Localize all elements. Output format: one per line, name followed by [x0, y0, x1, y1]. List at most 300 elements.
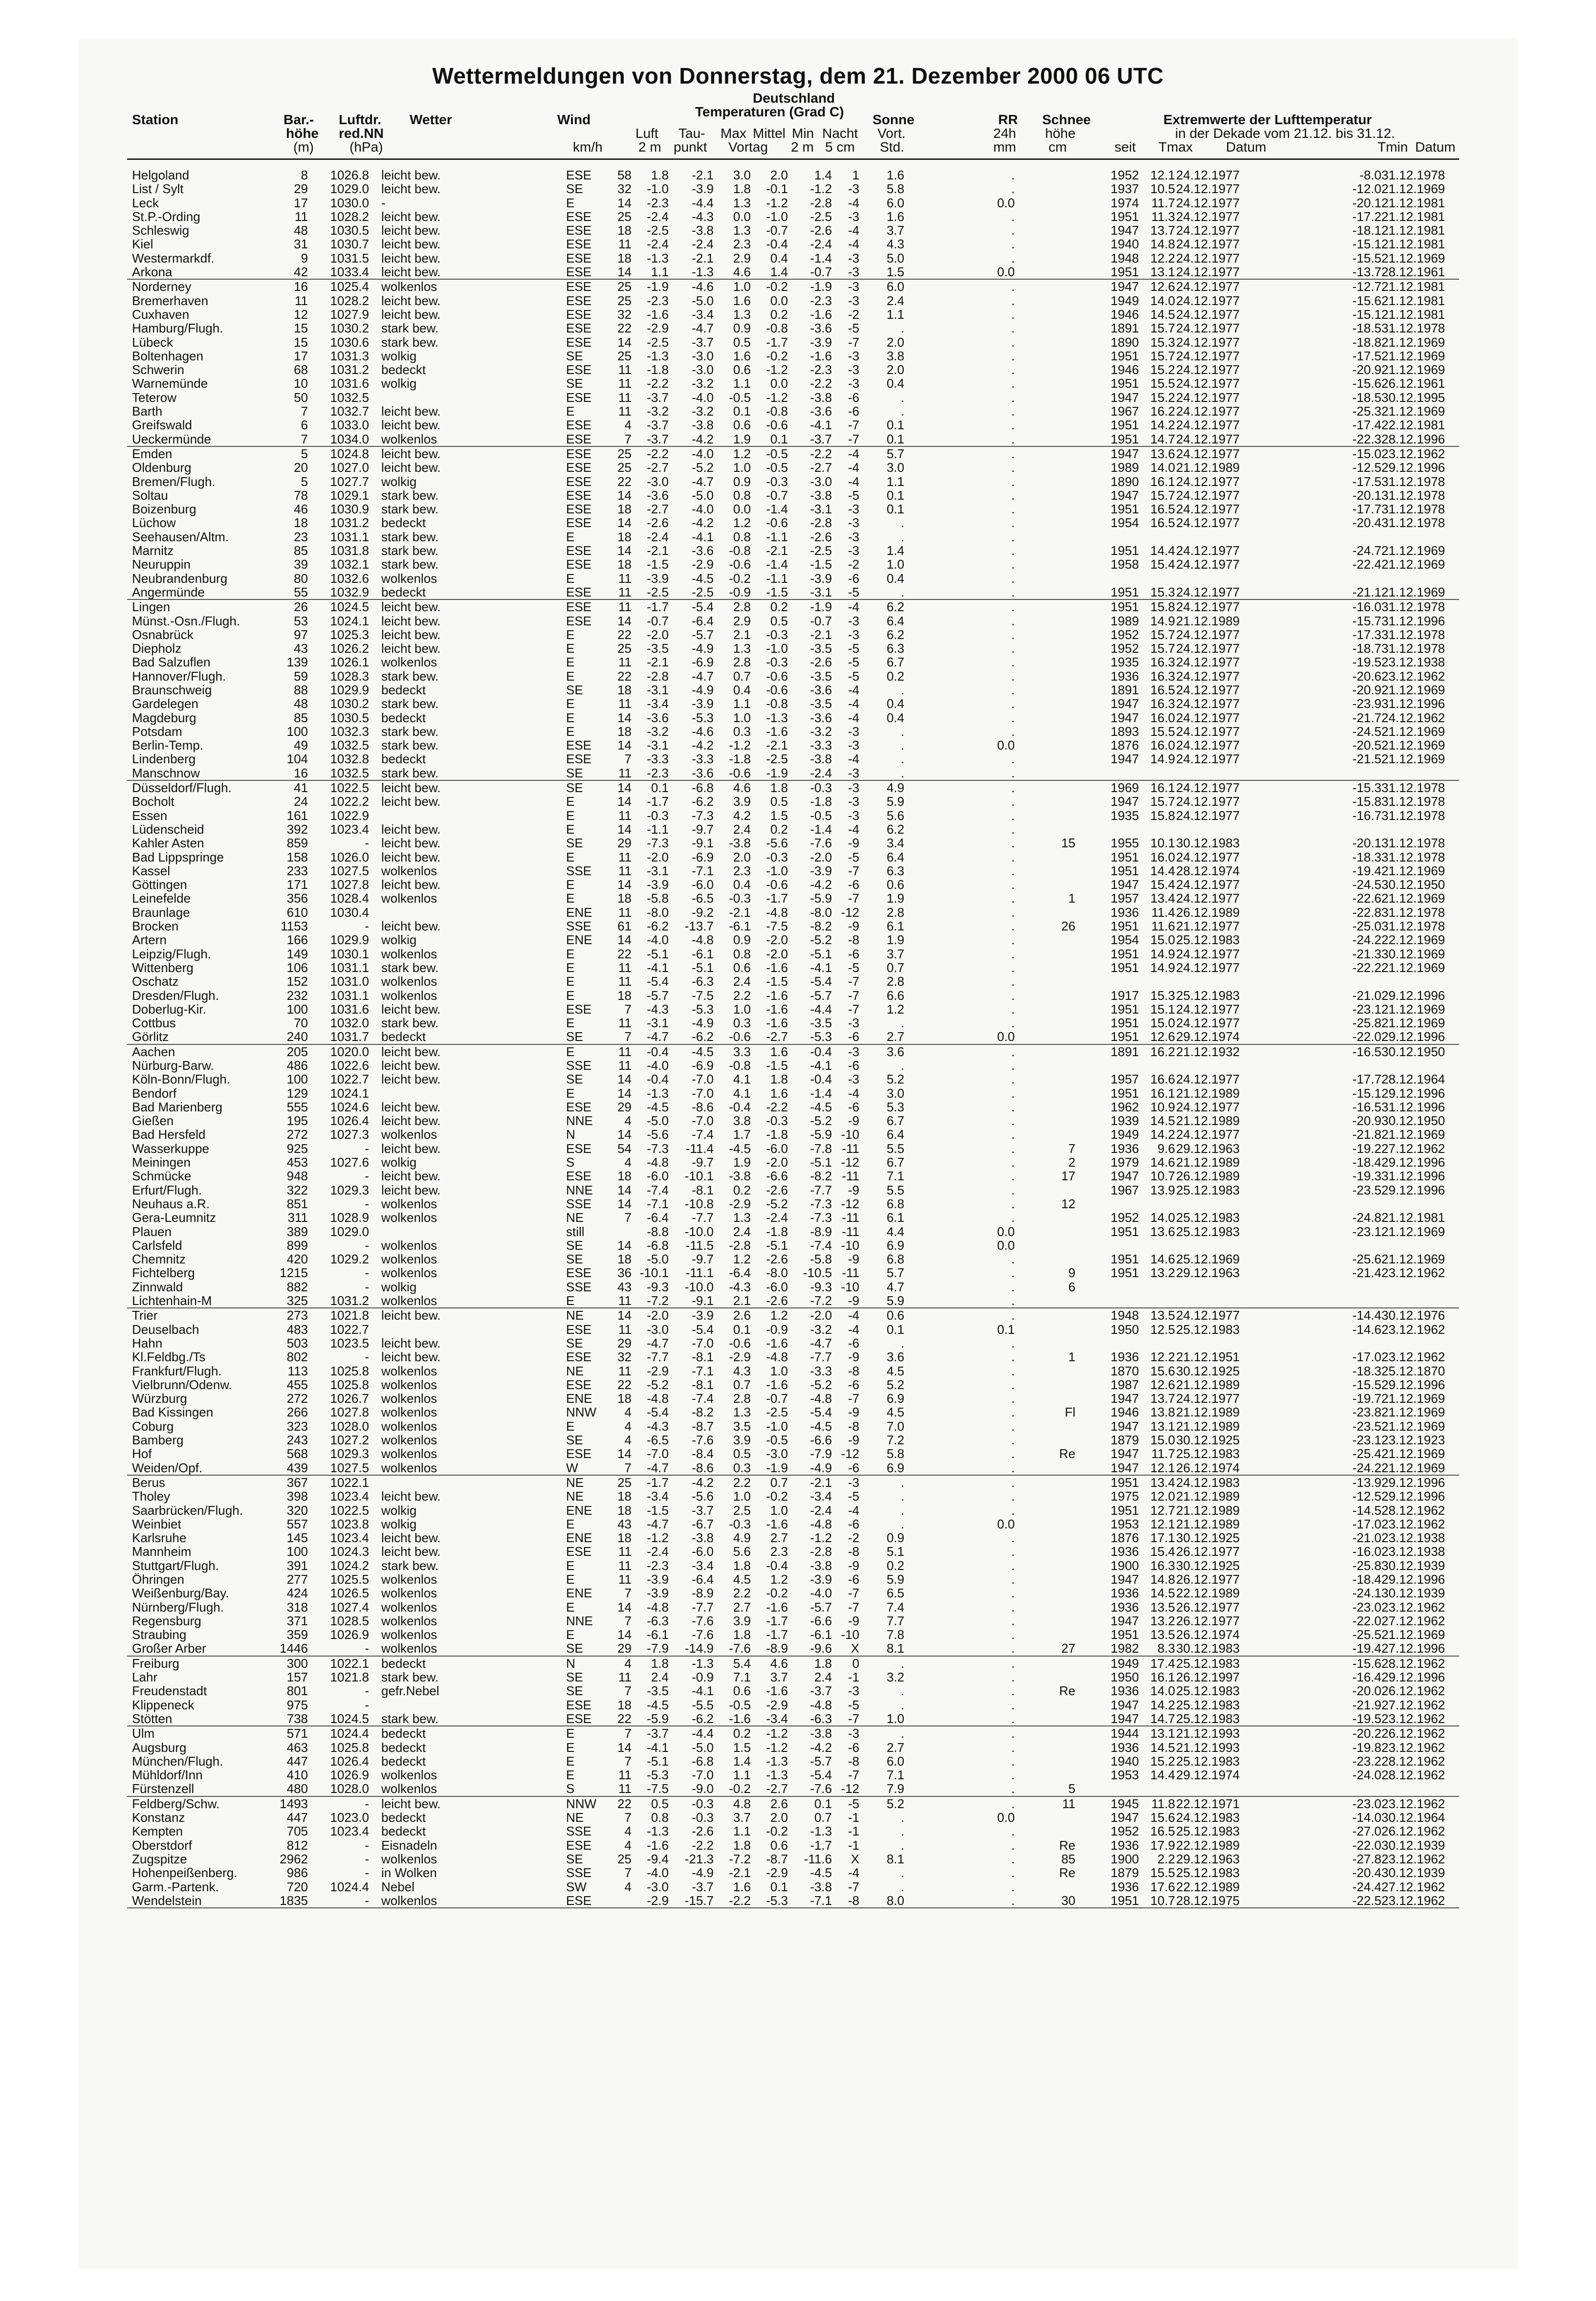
cell-station: Fichtelberg	[132, 1265, 195, 1281]
cell-station: Bad Hersfeld	[132, 1127, 206, 1142]
cell-temp-air: -6.2	[647, 919, 669, 934]
col-nacht-header-2: 5 cm	[825, 139, 855, 155]
cell-temp-mean: -2.5	[766, 752, 788, 767]
table-row	[127, 1838, 1459, 1852]
cell-temp-min: -7.7	[810, 1350, 832, 1365]
cell-pressure: 1033.4	[330, 265, 369, 280]
cell-tmax-date: 26.12.1977	[1176, 1544, 1240, 1559]
cell-tmin-date: 23.12.1962	[1381, 1516, 1445, 1531]
cell-dewpoint: -5.0	[692, 1740, 714, 1755]
cell-weather: wolkenlos	[381, 1391, 437, 1406]
cell-temp-night: -7	[848, 1711, 859, 1726]
cell-precip: .	[1011, 1781, 1015, 1796]
cell-sunshine: 0.4	[886, 710, 904, 725]
col-min-header-1: Min	[792, 126, 814, 141]
cell-temp-min: -4.4	[810, 1001, 832, 1017]
cell-temp-night: -9	[848, 1252, 859, 1267]
cell-temp-night: -4	[848, 195, 859, 210]
cell-elevation: 266	[286, 1405, 308, 1420]
cell-since-year: 1947	[1111, 696, 1139, 711]
cell-tmin-date: 29.12.1996	[1381, 1571, 1445, 1587]
cell-temp-min: -4.2	[810, 1740, 832, 1755]
cell-since-year: 1876	[1111, 738, 1139, 753]
cell-since-year: 1952	[1111, 168, 1139, 182]
cell-temp-max: 0.7	[733, 1377, 751, 1392]
cell-temp-air: -1.5	[647, 1503, 669, 1518]
cell-elevation: 113	[287, 1363, 308, 1378]
cell-pressure: 1029.3	[330, 1182, 369, 1197]
cell-elevation: 145	[286, 1530, 308, 1546]
cell-pressure: 1025.8	[330, 1740, 369, 1755]
cell-wind-dir: E	[566, 821, 575, 837]
cell-pressure: -	[365, 836, 369, 851]
cell-dewpoint: -7.6	[692, 1613, 714, 1628]
cell-wind-dir: SE	[566, 1433, 583, 1448]
cell-sunshine: 5.7	[886, 446, 904, 461]
cell-wind-dir: ESE	[566, 1169, 592, 1184]
cell-sunshine: 4.9	[886, 780, 904, 796]
cell-tmin-date: 21.12.1969	[1381, 1405, 1445, 1420]
cell-wind-speed: 29	[617, 836, 632, 851]
cell-tmax: 13.1	[1150, 1418, 1175, 1434]
cell-temp-min: -0.7	[810, 265, 832, 280]
cell-temp-night: -1	[848, 1670, 859, 1685]
cell-elevation: 97	[294, 627, 308, 642]
cell-since-year: 1940	[1111, 1753, 1139, 1769]
cell-station: Schmücke	[132, 1169, 192, 1184]
cell-since-year: 1974	[1111, 195, 1139, 210]
cell-temp-night: -11	[842, 1265, 859, 1281]
cell-tmax-date: 28.12.1974	[1176, 863, 1240, 878]
table-row	[127, 1866, 1459, 1880]
cell-elevation: 16	[294, 279, 308, 294]
cell-tmax-date: 21.12.1989	[1176, 613, 1240, 628]
cell-temp-max: 4.9	[733, 1530, 751, 1546]
cell-dewpoint: -5.5	[692, 1697, 714, 1712]
cell-precip: .	[1011, 905, 1015, 920]
cell-since-year: 1946	[1111, 307, 1139, 322]
cell-temp-air: -2.2	[647, 446, 669, 461]
cell-temp-max: 0.9	[733, 321, 751, 336]
cell-wind-dir: SE	[566, 836, 583, 851]
cell-temp-night: -3	[848, 293, 859, 308]
cell-temp-air: -2.5	[647, 223, 669, 238]
cell-temp-air: 0.8	[651, 1810, 669, 1825]
cell-tmin-date: 28.12.1964	[1381, 1072, 1445, 1087]
cell-since-year: 1951	[1111, 1503, 1139, 1518]
cell-elevation: 9	[301, 250, 308, 266]
table-row	[127, 1476, 1459, 1489]
cell-pressure: 1025.8	[330, 1363, 369, 1378]
cell-temp-min: -3.7	[810, 1683, 832, 1699]
cell-temp-night: -1	[848, 1810, 859, 1825]
cell-dewpoint: -4.4	[692, 195, 714, 210]
cell-dewpoint: -7.7	[692, 1599, 714, 1615]
cell-precip: .	[1011, 1196, 1015, 1211]
table-row	[127, 1239, 1459, 1252]
cell-tmin: -24.2	[1352, 1460, 1381, 1475]
cell-tmin-date: 23.12.1923	[1381, 1433, 1445, 1448]
cell-temp-night: -9	[848, 1433, 859, 1448]
cell-precip: .	[1011, 1308, 1015, 1323]
cell-dewpoint: -6.3	[692, 974, 714, 989]
cell-weather: leicht bew.	[381, 181, 441, 197]
cell-tmax: 15.7	[1150, 794, 1175, 809]
cell-dewpoint: -7.6	[692, 1433, 714, 1448]
cell-sunshine: 8.1	[886, 1641, 904, 1656]
cell-temp-mean: -1.1	[766, 571, 788, 586]
cell-elevation: 420	[286, 1252, 308, 1267]
cell-tmin: -23.5	[1352, 1418, 1381, 1434]
cell-temp-max: 3.8	[733, 1113, 751, 1128]
cell-wind-speed: 18	[617, 891, 632, 906]
cell-tmin-date: 31.12.1978	[1381, 321, 1445, 336]
cell-temp-min: -4.5	[810, 1099, 832, 1114]
cell-since-year: 1947	[1111, 1711, 1139, 1726]
cell-weather: wolkenlos	[381, 1377, 437, 1392]
cell-temp-air: -1.1	[647, 821, 669, 837]
cell-precip: .	[1011, 710, 1015, 725]
cell-tmax-date: 26.12.1997	[1176, 1670, 1240, 1685]
cell-temp-air: -6.5	[647, 1433, 669, 1448]
cell-temp-max: 0.5	[733, 334, 751, 350]
cell-elevation: 1153	[281, 919, 308, 934]
cell-tmax: 10.7	[1150, 1893, 1175, 1908]
cell-elevation: 15	[294, 321, 308, 336]
cell-station: Dresden/Flugh.	[132, 988, 219, 1003]
cell-pressure: 1030.5	[330, 710, 369, 725]
cell-wind-dir: E	[566, 1571, 575, 1587]
cell-tmax: 16.3	[1150, 1558, 1175, 1573]
cell-wind-speed: 14	[617, 265, 632, 280]
cell-temp-night: -6	[848, 946, 859, 961]
cell-wind-dir: SE	[566, 348, 583, 363]
cell-station: Teterow	[132, 390, 177, 405]
cell-dewpoint: -4.1	[692, 529, 714, 544]
cell-temp-mean: -4.8	[766, 905, 788, 920]
cell-sunshine: 2.4	[886, 293, 904, 308]
cell-station: Augsburg	[132, 1740, 187, 1755]
cell-weather: leicht bew.	[381, 1335, 441, 1350]
cell-elevation: 738	[286, 1711, 308, 1726]
cell-sunshine: 3.7	[886, 946, 904, 961]
cell-weather: wolkenlos	[381, 1405, 437, 1420]
cell-tmax-date: 25.12.1983	[1176, 1446, 1240, 1461]
cell-station: Lübeck	[132, 334, 173, 350]
cell-pressure: 1030.4	[330, 905, 369, 920]
cell-sunshine: .	[900, 390, 904, 405]
cell-tmin: -18.3	[1352, 849, 1381, 864]
cell-wind-speed: 14	[617, 794, 632, 809]
cell-temp-max: -1.8	[729, 752, 751, 767]
cell-wind-speed: 4	[624, 1433, 632, 1448]
cell-tmax-date: 24.12.1977	[1176, 1001, 1240, 1017]
cell-precip: .	[1011, 418, 1015, 433]
cell-weather: wolkenlos	[381, 1363, 437, 1378]
cell-temp-max: -0.6	[729, 1029, 751, 1044]
cell-temp-mean: -1.6	[766, 1516, 788, 1531]
cell-elevation: 311	[287, 1210, 308, 1225]
cell-temp-air: -7.3	[647, 836, 669, 851]
cell-dewpoint: -2.5	[692, 584, 714, 599]
cell-sunshine: .	[900, 1726, 904, 1741]
table-row	[127, 557, 1459, 571]
cell-temp-max: 2.2	[733, 1586, 751, 1601]
cell-temp-air: -3.6	[647, 710, 669, 725]
cell-elevation: 129	[286, 1085, 308, 1101]
cell-tmax: 17.6	[1150, 1879, 1175, 1894]
cell-temp-mean: 0.4	[770, 250, 788, 266]
table-row	[127, 795, 1459, 808]
cell-precip: .	[1011, 1363, 1015, 1378]
cell-temp-night: -8	[848, 932, 859, 948]
cell-tmin: -24.1	[1352, 1586, 1381, 1601]
cell-sunshine: 6.7	[886, 655, 904, 670]
cell-temp-max: 1.2	[733, 515, 751, 531]
cell-tmin-date: 21.12.1981	[1381, 223, 1445, 238]
cell-wind-speed: 14	[617, 1446, 632, 1461]
cell-dewpoint: -5.0	[692, 293, 714, 308]
cell-temp-min: -5.8	[810, 1252, 832, 1267]
cell-tmin-date: 21.12.1969	[1381, 557, 1445, 572]
cell-tmin-date: 21.12.1969	[1381, 1418, 1445, 1434]
cell-temp-night: -9	[848, 919, 859, 934]
cell-tmin-date: 25.12.1870	[1381, 1363, 1445, 1378]
cell-wind-speed: 11	[618, 1544, 632, 1559]
cell-station: Norderney	[132, 279, 192, 294]
cell-station: Lichtenhain-M	[132, 1293, 212, 1308]
cell-weather: wolkenlos	[381, 863, 437, 878]
cell-tmin: -22.0	[1352, 1613, 1381, 1628]
cell-temp-min: -5.4	[810, 974, 832, 989]
cell-tmin-date: 30.12.1939	[1381, 1558, 1445, 1573]
cell-dewpoint: -9.7	[692, 821, 714, 837]
cell-pressure: 1026.9	[330, 1768, 369, 1783]
cell-temp-night: -2	[848, 307, 859, 322]
cell-wind-speed: 4	[624, 1155, 632, 1170]
cell-temp-mean: 2.0	[770, 1810, 788, 1825]
cell-weather: wolkenlos	[381, 1571, 437, 1587]
cell-temp-night: -6	[848, 571, 859, 586]
cell-wind-dir: NNE	[566, 1113, 593, 1128]
cell-temp-air: -7.9	[647, 1641, 669, 1656]
cell-since-year: 1947	[1111, 1613, 1139, 1628]
cell-tmax-date: 24.12.1977	[1176, 404, 1240, 419]
col-tmin-date-header: Datum	[1415, 139, 1456, 155]
cell-wind-dir: SSE	[566, 919, 592, 934]
cell-station: Bamberg	[132, 1433, 184, 1448]
cell-temp-mean: -1.0	[766, 1418, 788, 1434]
cell-snow: Re	[1059, 1865, 1075, 1881]
cell-wind-speed: 14	[617, 515, 632, 531]
cell-dewpoint: -2.6	[692, 1824, 714, 1839]
cell-sunshine: .	[900, 1475, 904, 1490]
cell-precip: .	[1011, 446, 1015, 461]
cell-temp-min: -2.4	[810, 1503, 832, 1518]
cell-wind-speed: 11	[618, 1558, 632, 1573]
cell-tmin-date: 23.12.1962	[1381, 1796, 1445, 1811]
table-row	[127, 711, 1459, 725]
table-row	[127, 1670, 1459, 1684]
cell-tmin-date: 29.12.1996	[1381, 1155, 1445, 1170]
cell-weather: wolkenlos	[381, 1893, 437, 1908]
cell-wind-speed: 4	[624, 1879, 632, 1894]
cell-weather: leicht bew.	[381, 1182, 441, 1197]
cell-tmin: -20.6	[1352, 668, 1381, 684]
table-row	[127, 1559, 1459, 1572]
cell-precip: .	[1011, 362, 1015, 377]
cell-elevation: 455	[286, 1377, 308, 1392]
cell-wind-dir: E	[566, 849, 575, 864]
cell-tmin-date: 23.12.1962	[1381, 1711, 1445, 1726]
cell-sunshine: 6.4	[886, 613, 904, 628]
cell-since-year: 1947	[1111, 710, 1139, 725]
cell-station: Freiburg	[132, 1656, 179, 1671]
cell-precip: .	[1011, 584, 1015, 599]
cell-temp-max: 4.6	[733, 265, 751, 280]
cell-temp-air: -4.0	[647, 1058, 669, 1073]
cell-station: Boltenhagen	[132, 348, 204, 363]
cell-tmin-date: 23.12.1962	[1381, 668, 1445, 684]
cell-temp-min: -4.8	[810, 1391, 832, 1406]
cell-temp-mean: 1.5	[770, 808, 788, 823]
cell-temp-mean: -1.2	[766, 390, 788, 405]
col-luftdr-header-2: red.NN	[339, 126, 384, 141]
cell-dewpoint: -4.7	[692, 668, 714, 684]
cell-temp-mean: -1.3	[766, 1753, 788, 1769]
page-title: Wettermeldungen von Donnerstag, dem 21. Dezember 2000 06 UTC	[432, 63, 1164, 88]
cell-elevation: 11	[295, 209, 308, 224]
cell-wind-dir: ESE	[566, 1893, 592, 1908]
cell-tmax: 13.5	[1150, 1599, 1175, 1615]
cell-tmax: 12.7	[1150, 1503, 1175, 1518]
cell-wind-speed: 14	[617, 334, 632, 350]
table-row	[127, 1545, 1459, 1558]
cell-wind-dir: S	[566, 1781, 575, 1796]
table-row	[127, 725, 1459, 738]
cell-weather: leicht bew.	[381, 446, 441, 461]
cell-temp-air: -0.4	[647, 1072, 669, 1087]
cell-precip: .	[1011, 1697, 1015, 1712]
cell-tmax: 14.9	[1150, 752, 1175, 767]
cell-sunshine: 3.0	[886, 460, 904, 475]
cell-temp-mean: -1.6	[766, 1683, 788, 1699]
cell-temp-air: -2.4	[647, 529, 669, 544]
cell-sunshine: 5.9	[886, 1571, 904, 1587]
cell-elevation: 10	[294, 376, 308, 391]
cell-wind-speed: 11	[618, 905, 632, 920]
cell-precip: .	[1011, 946, 1015, 961]
cell-tmin-date: 23.12.1962	[1381, 1599, 1445, 1615]
cell-temp-air: -3.6	[647, 487, 669, 503]
cell-elevation: 80	[294, 571, 308, 586]
cell-temp-night: -4	[848, 1085, 859, 1101]
cell-temp-mean: -0.8	[766, 696, 788, 711]
cell-snow: 85	[1061, 1851, 1075, 1866]
col-extremes-header-1: Extremwerte der Lufttemperatur	[1163, 112, 1372, 127]
cell-elevation: 70	[294, 1016, 308, 1031]
cell-temp-night: -3	[848, 1016, 859, 1031]
cell-station: Göttingen	[132, 877, 187, 892]
cell-station: Mühldorf/Inn	[132, 1768, 203, 1783]
table-row	[127, 251, 1459, 265]
cell-tmin: -17.4	[1352, 418, 1381, 433]
cell-tmin: -25.8	[1352, 1558, 1381, 1573]
cell-weather: leicht bew.	[381, 1058, 441, 1073]
cell-tmax: 15.0	[1150, 1016, 1175, 1031]
cell-temp-night: -4	[848, 446, 859, 461]
cell-tmin: -21.4	[1352, 1265, 1381, 1281]
cell-wind-speed: 22	[617, 1711, 632, 1726]
cell-wind-speed: 11	[618, 376, 632, 391]
cell-dewpoint: -4.9	[692, 1016, 714, 1031]
cell-weather: leicht bew.	[381, 418, 441, 433]
cell-temp-max: 3.9	[733, 794, 751, 809]
cell-tmin-date: 24.12.1962	[1381, 710, 1445, 725]
cell-precip: .	[1011, 431, 1015, 446]
cell-temp-max: -1.6	[729, 1711, 751, 1726]
cell-tmin: -25.4	[1352, 1446, 1381, 1461]
table-row	[127, 947, 1459, 961]
cell-sunshine: 6.0	[886, 195, 904, 210]
cell-tmin: -22.5	[1352, 1893, 1381, 1908]
cell-temp-min: -1.6	[810, 348, 832, 363]
cell-temp-min: -2.2	[810, 446, 832, 461]
cell-tmin: -15.6	[1352, 376, 1381, 391]
cell-wind-dir: still	[566, 1224, 585, 1239]
cell-wind-dir: ESE	[566, 460, 592, 475]
cell-dewpoint: -7.1	[692, 863, 714, 878]
cell-precip: .	[1011, 1155, 1015, 1170]
cell-temp-night: -10	[841, 1238, 859, 1253]
cell-temp-mean: 1.8	[770, 1072, 788, 1087]
cell-tmax: 12.2	[1150, 1350, 1175, 1365]
table-row	[127, 335, 1459, 349]
cell-station: Artern	[132, 932, 167, 948]
cell-elevation: 1446	[280, 1641, 308, 1656]
cell-sunshine: 6.3	[886, 641, 904, 656]
cell-sunshine: 8.1	[886, 1851, 904, 1866]
cell-elevation: 7	[301, 431, 308, 446]
cell-pressure: 1028.0	[330, 1418, 369, 1434]
cell-tmin: -15.1	[1352, 307, 1381, 322]
cell-tmin: -25.5	[1352, 1627, 1381, 1642]
cell-tmax-date: 25.12.1983	[1176, 1210, 1240, 1225]
cell-tmax-date: 24.12.1977	[1176, 474, 1240, 489]
cell-temp-air: -1.6	[647, 1837, 669, 1853]
cell-tmin: -15.8	[1352, 794, 1381, 809]
cell-temp-night: -4	[848, 223, 859, 238]
cell-weather: leicht bew.	[381, 1099, 441, 1114]
cell-temp-max: -3.8	[729, 1169, 751, 1184]
cell-temp-mean: -0.6	[766, 418, 788, 433]
cell-wind-dir: NE	[566, 1363, 584, 1378]
cell-tmin-date: 27.12.1962	[1381, 1613, 1445, 1628]
cell-precip: .	[1011, 1893, 1015, 1908]
cell-tmax: 13.6	[1150, 446, 1175, 461]
cell-pressure: 1023.4	[330, 1530, 369, 1546]
table-row	[127, 1698, 1459, 1712]
cell-since-year: 1953	[1111, 1516, 1139, 1531]
cell-sunshine: 6.8	[886, 1252, 904, 1267]
cell-temp-mean: -0.3	[766, 655, 788, 670]
cell-temp-mean: 1.2	[770, 1571, 788, 1587]
cell-sunshine: .	[900, 738, 904, 753]
cell-temp-mean: 0.0	[770, 376, 788, 391]
cell-elevation: 277	[286, 1571, 308, 1587]
cell-temp-min: -0.4	[810, 1072, 832, 1087]
cell-temp-air: -5.0	[647, 1113, 669, 1128]
